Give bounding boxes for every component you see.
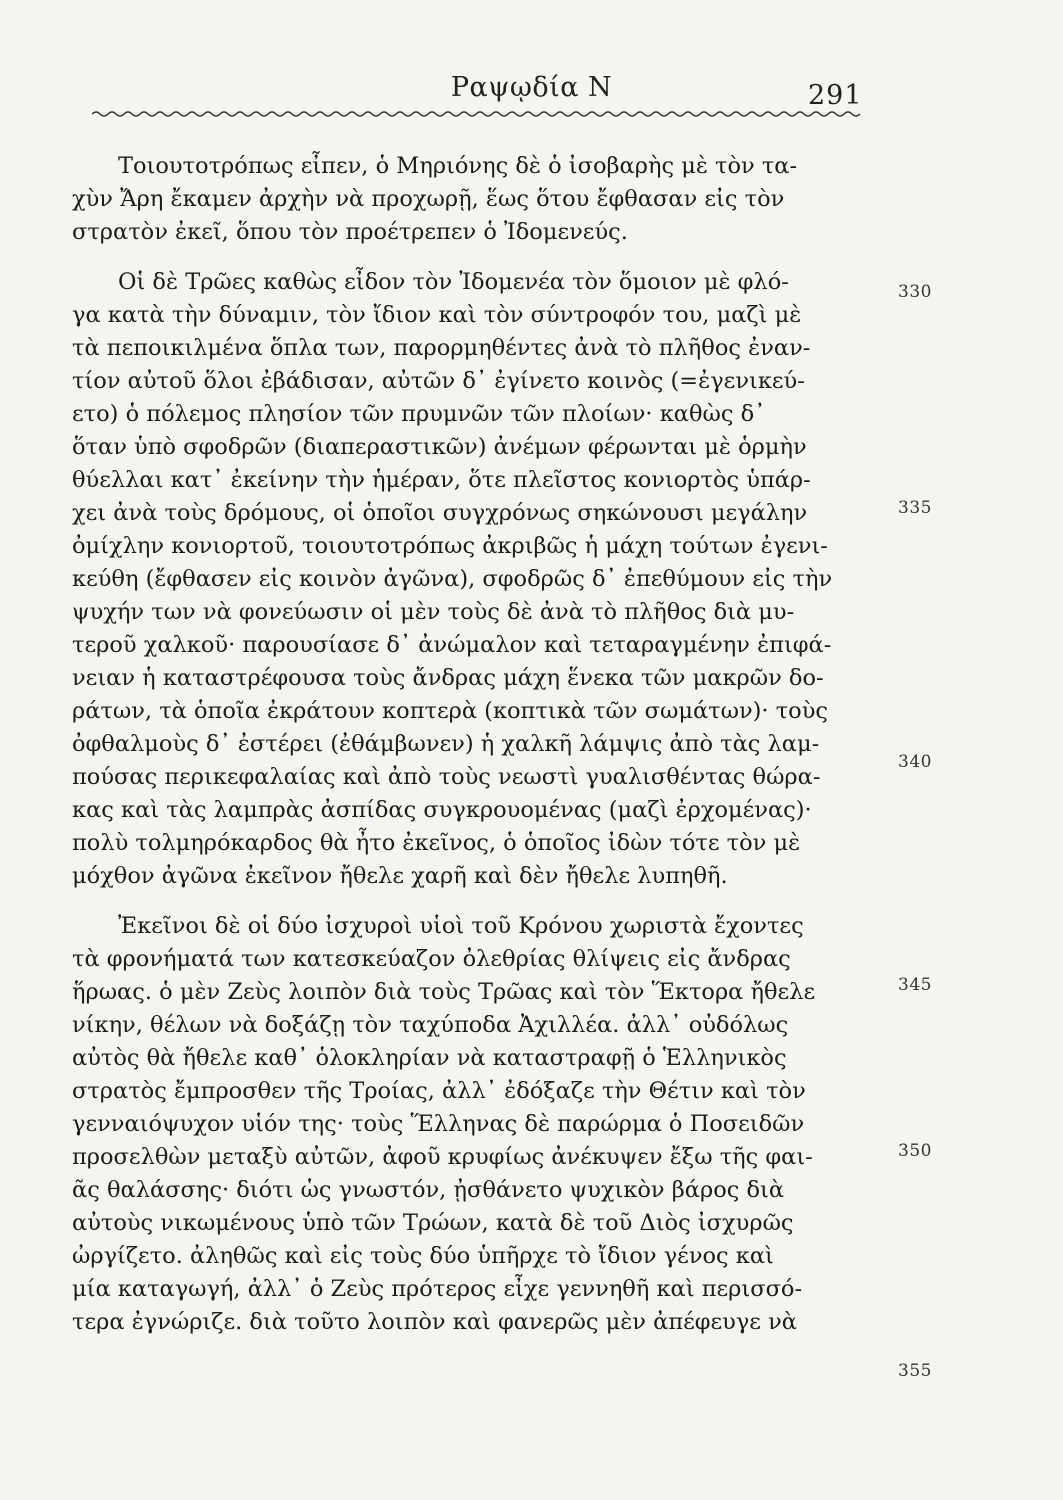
text-line: Οἱ δὲ Τρῶες καθὼς εἶδον τὸν Ἰδομενέα τὸν ὅμοιον μὲ φλό-: [118, 269, 789, 295]
text-line: ράτων, τὰ ὁποῖα ἐκράτουν κοπτερὰ (κοπτικὰ τῶν σωμάτων)· τοὺς: [72, 698, 829, 724]
text-line: τερα ἐγνώριζε. διὰ τοῦτο λοιπὸν καὶ φανερῶς μὲν ἀπέφευγε νὰ: [72, 1309, 797, 1335]
text-line: νειαν ἡ καταστρέφουσα τοὺς ἄνδρας μάχη ἕνεκα τῶν μακρῶν δο-: [72, 665, 824, 691]
verse-number: 330: [898, 282, 932, 302]
text-line: ψυχήν των νὰ φονεύωσιν οἱ μὲν τοὺς δὲ ἀνὰ τὸ πλῆθος διὰ μυ-: [72, 599, 795, 625]
text-line: νίκην, θέλων νὰ δοξάζῃ τὸν ταχύποδα Ἀχιλλέα. ἀλλ᾽ οὐδόλως: [72, 1012, 789, 1038]
page-number: 291: [808, 80, 863, 111]
text-line: γα κατὰ τὴν δύναμιν, τὸν ἴδιον καὶ τὸν σύντροφόν του, μαζὶ μὲ: [72, 302, 802, 328]
text-line: γενναιόψυχον υἱόν της· τοὺς Ἕλληνας δὲ παρώρμα ὁ Ποσειδῶν: [72, 1111, 805, 1137]
text-line: χὺν Ἄρη ἔκαμεν ἀρχὴν νὰ προχωρῇ, ἕως ὅτου ἔφθασαν εἰς τὸν: [72, 186, 785, 212]
decorative-wavy-rule: [92, 104, 862, 122]
text-line: κας καὶ τὰς λαμπρὰς ἀσπίδας συγκρουομένας (μαζὶ ἐρχομένας)·: [72, 797, 812, 823]
verse-number: 355: [898, 1361, 932, 1381]
text-line: στρατὸς ἔμπροσθεν τῆς Τροίας, ἀλλ᾽ ἐδόξαζε τὴν Θέτιν καὶ τὸν: [72, 1078, 806, 1104]
text-line: αὐτοὺς νικωμένους ὑπὸ τῶν Τρώων, κατὰ δὲ τοῦ Διὸς ἰσχυρῶς: [72, 1210, 794, 1236]
text-line: κεύθη (ἔφθασεν εἰς κοινὸν ἀγῶνα), σφοδρῶς δ᾽ ἐπεθύμουν εἰς τὴν: [72, 566, 833, 592]
text-line: ετο) ὁ πόλεμος πλησίον τῶν πρυμνῶν τῶν πλοίων· καθὼς δ᾽: [72, 401, 766, 427]
running-header-title: Ραψῳδία Ν: [450, 72, 613, 103]
text-line: ᾶς θαλάσσης· διότι ὡς γνωστόν, ᾐσθάνετο ψυχικὸν βάρος διὰ: [72, 1177, 785, 1203]
text-line: τὰ πεποικιλμένα ὅπλα των, παρορμηθέντες ἀνὰ τὸ πλῆθος ἐναν-: [72, 335, 811, 361]
text-line: πούσας περικεφαλαίας καὶ ἀπὸ τοὺς νεωστὶ γυαλισθέντας θώρα-: [72, 764, 821, 790]
text-line: Τοιουτοτρόπως εἶπεν, ὁ Μηριόνης δὲ ὁ ἰσοβαρὴς μὲ τὸν τα-: [118, 153, 798, 179]
text-line: χει ἀνὰ τοὺς δρόμους, οἱ ὁποῖοι συγχρόνως σηκώνουσι μεγάλην: [72, 500, 808, 526]
text-line: ὀφθαλμοὺς δ᾽ ἐστέρει (ἐθάμβωνεν) ἡ χαλκῆ λάμψις ἀπὸ τὰς λαμ-: [72, 731, 820, 757]
text-line: Ἐκεῖνοι δὲ οἱ δύο ἰσχυροὶ υἱοὶ τοῦ Κρόνου χωριστὰ ἔχοντες: [118, 913, 804, 939]
text-line: θύελλαι κατ᾽ ἐκείνην τὴν ἡμέραν, ὅτε πλεῖστος κονιορτὸς ὑπάρ-: [72, 467, 811, 493]
text-line: αὐτὸς θὰ ἤθελε καθ᾽ ὁλοκληρίαν νὰ καταστραφῇ ὁ Ἑλληνικὸς: [72, 1045, 787, 1071]
text-line: ἥρωας. ὁ μὲν Ζεὺς λοιπὸν διὰ τοὺς Τρῶας καὶ τὸν Ἕκτορα ἤθελε: [72, 979, 816, 1005]
verse-number: 350: [898, 1141, 932, 1161]
text-line: πολὺ τολμηρόκαρδος θὰ ἦτο ἐκεῖνος, ὁ ὁποῖος ἰδὼν τότε τὸν μὲ: [72, 830, 801, 856]
text-line: προσελθὼν μεταξὺ αὐτῶν, ἀφοῦ κρυφίως ἀνέκυψεν ἔξω τῆς φαι-: [72, 1144, 813, 1170]
verse-number: 345: [898, 975, 932, 995]
text-line: τὰ φρονήματά των κατεσκεύαζον ὀλεθρίας θλίψεις εἰς ἄνδρας: [72, 946, 791, 972]
text-line: στρατὸν ἐκεῖ, ὅπου τὸν προέτρεπεν ὁ Ἰδομενεύς.: [72, 219, 628, 245]
text-line: μία καταγωγή, ἀλλ᾽ ὁ Ζεὺς πρότερος εἶχε γεννηθῆ καὶ περισσό-: [72, 1276, 803, 1302]
text-line: τίον αὐτοῦ ὅλοι ἐβάδισαν, αὐτῶν δ᾽ ἐγίνετο κοινὸς (=ἐγενικεύ-: [72, 368, 805, 394]
text-line: μόχθον ἀγῶνα ἐκεῖνον ἤθελε χαρῆ καὶ δὲν ἤθελε λυπηθῆ.: [72, 863, 728, 889]
text-line: ὠργίζετο. ἀληθῶς καὶ εἰς τοὺς δύο ὑπῆρχε τὸ ἴδιον γένος καὶ: [72, 1243, 774, 1269]
text-line: τεροῦ χαλκοῦ· παρουσίασε δ᾽ ἀνώμαλον καὶ τεταραγμένην ἐπιφά-: [72, 632, 832, 658]
verse-number: 340: [898, 752, 932, 772]
text-line: ὅταν ὑπὸ σφοδρῶν (διαπεραστικῶν) ἀνέμων φέρωνται μὲ ὁρμὴν: [72, 434, 807, 460]
verse-number: 335: [898, 498, 932, 518]
text-line: ὀμίχλην κονιορτοῦ, τοιουτοτρόπως ἀκριβῶς ἡ μάχη τούτων ἐγενι-: [72, 533, 828, 559]
